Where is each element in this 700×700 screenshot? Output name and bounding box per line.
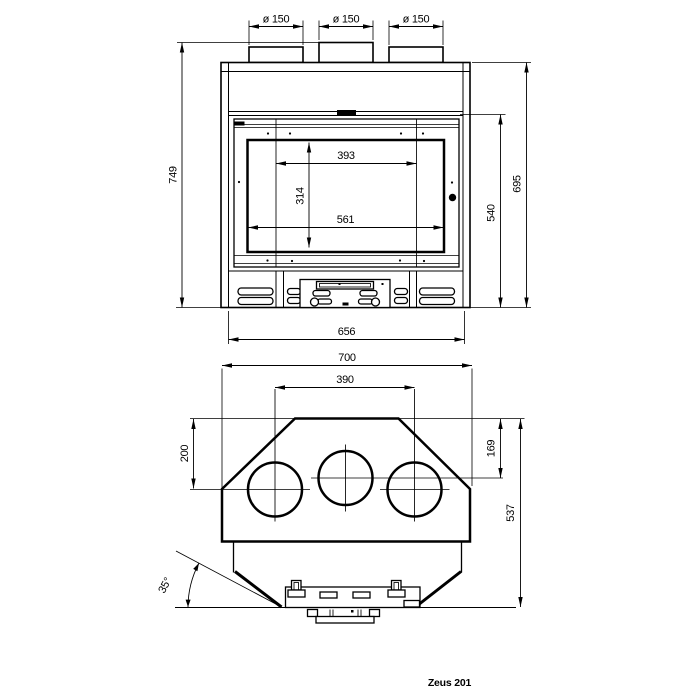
door-latch [337,110,356,116]
dim-glass-height: 314 [294,187,307,205]
dim-flue-spacing: 390 [336,374,354,386]
bottom-bracket [308,610,380,624]
air-knob-left [311,298,319,306]
drawing-title: Zeus 201 [427,677,472,689]
air-knob-right [372,298,380,306]
glass-door [234,119,459,267]
dim-glass-inner-width: 393 [337,150,355,162]
dim-overall-width: 700 [338,352,356,364]
flue-dimensions [177,14,443,46]
dim-body-width: 656 [337,326,356,338]
flue-collars [249,43,443,63]
hinge-block [235,122,245,126]
dim-door-zone-height: 540 [485,204,498,222]
dim-flue-left: ø 150 [262,13,290,26]
dim-flue-center: ø 150 [332,13,360,26]
dim-outer-flue-depth: 200 [179,444,191,463]
front-view [168,14,532,345]
dim-insert-height: 695 [511,175,524,193]
flue-collar-center [319,43,373,63]
door-handle [449,194,456,201]
top-view [156,352,524,623]
air-control-panel [300,280,390,308]
angle-dimension [156,551,281,607]
dim-base-angle: 35° [156,575,175,596]
dim-flue-right: ø 150 [402,13,430,26]
flue-collar-right [389,47,443,63]
plan-front-section [175,542,516,624]
dim-overall-height: 749 [167,166,180,184]
dim-center-flue-depth: 169 [485,439,498,458]
dim-overall-depth: 537 [505,504,517,522]
flue-collar-left [249,47,303,63]
dim-glass-width: 561 [336,214,355,226]
